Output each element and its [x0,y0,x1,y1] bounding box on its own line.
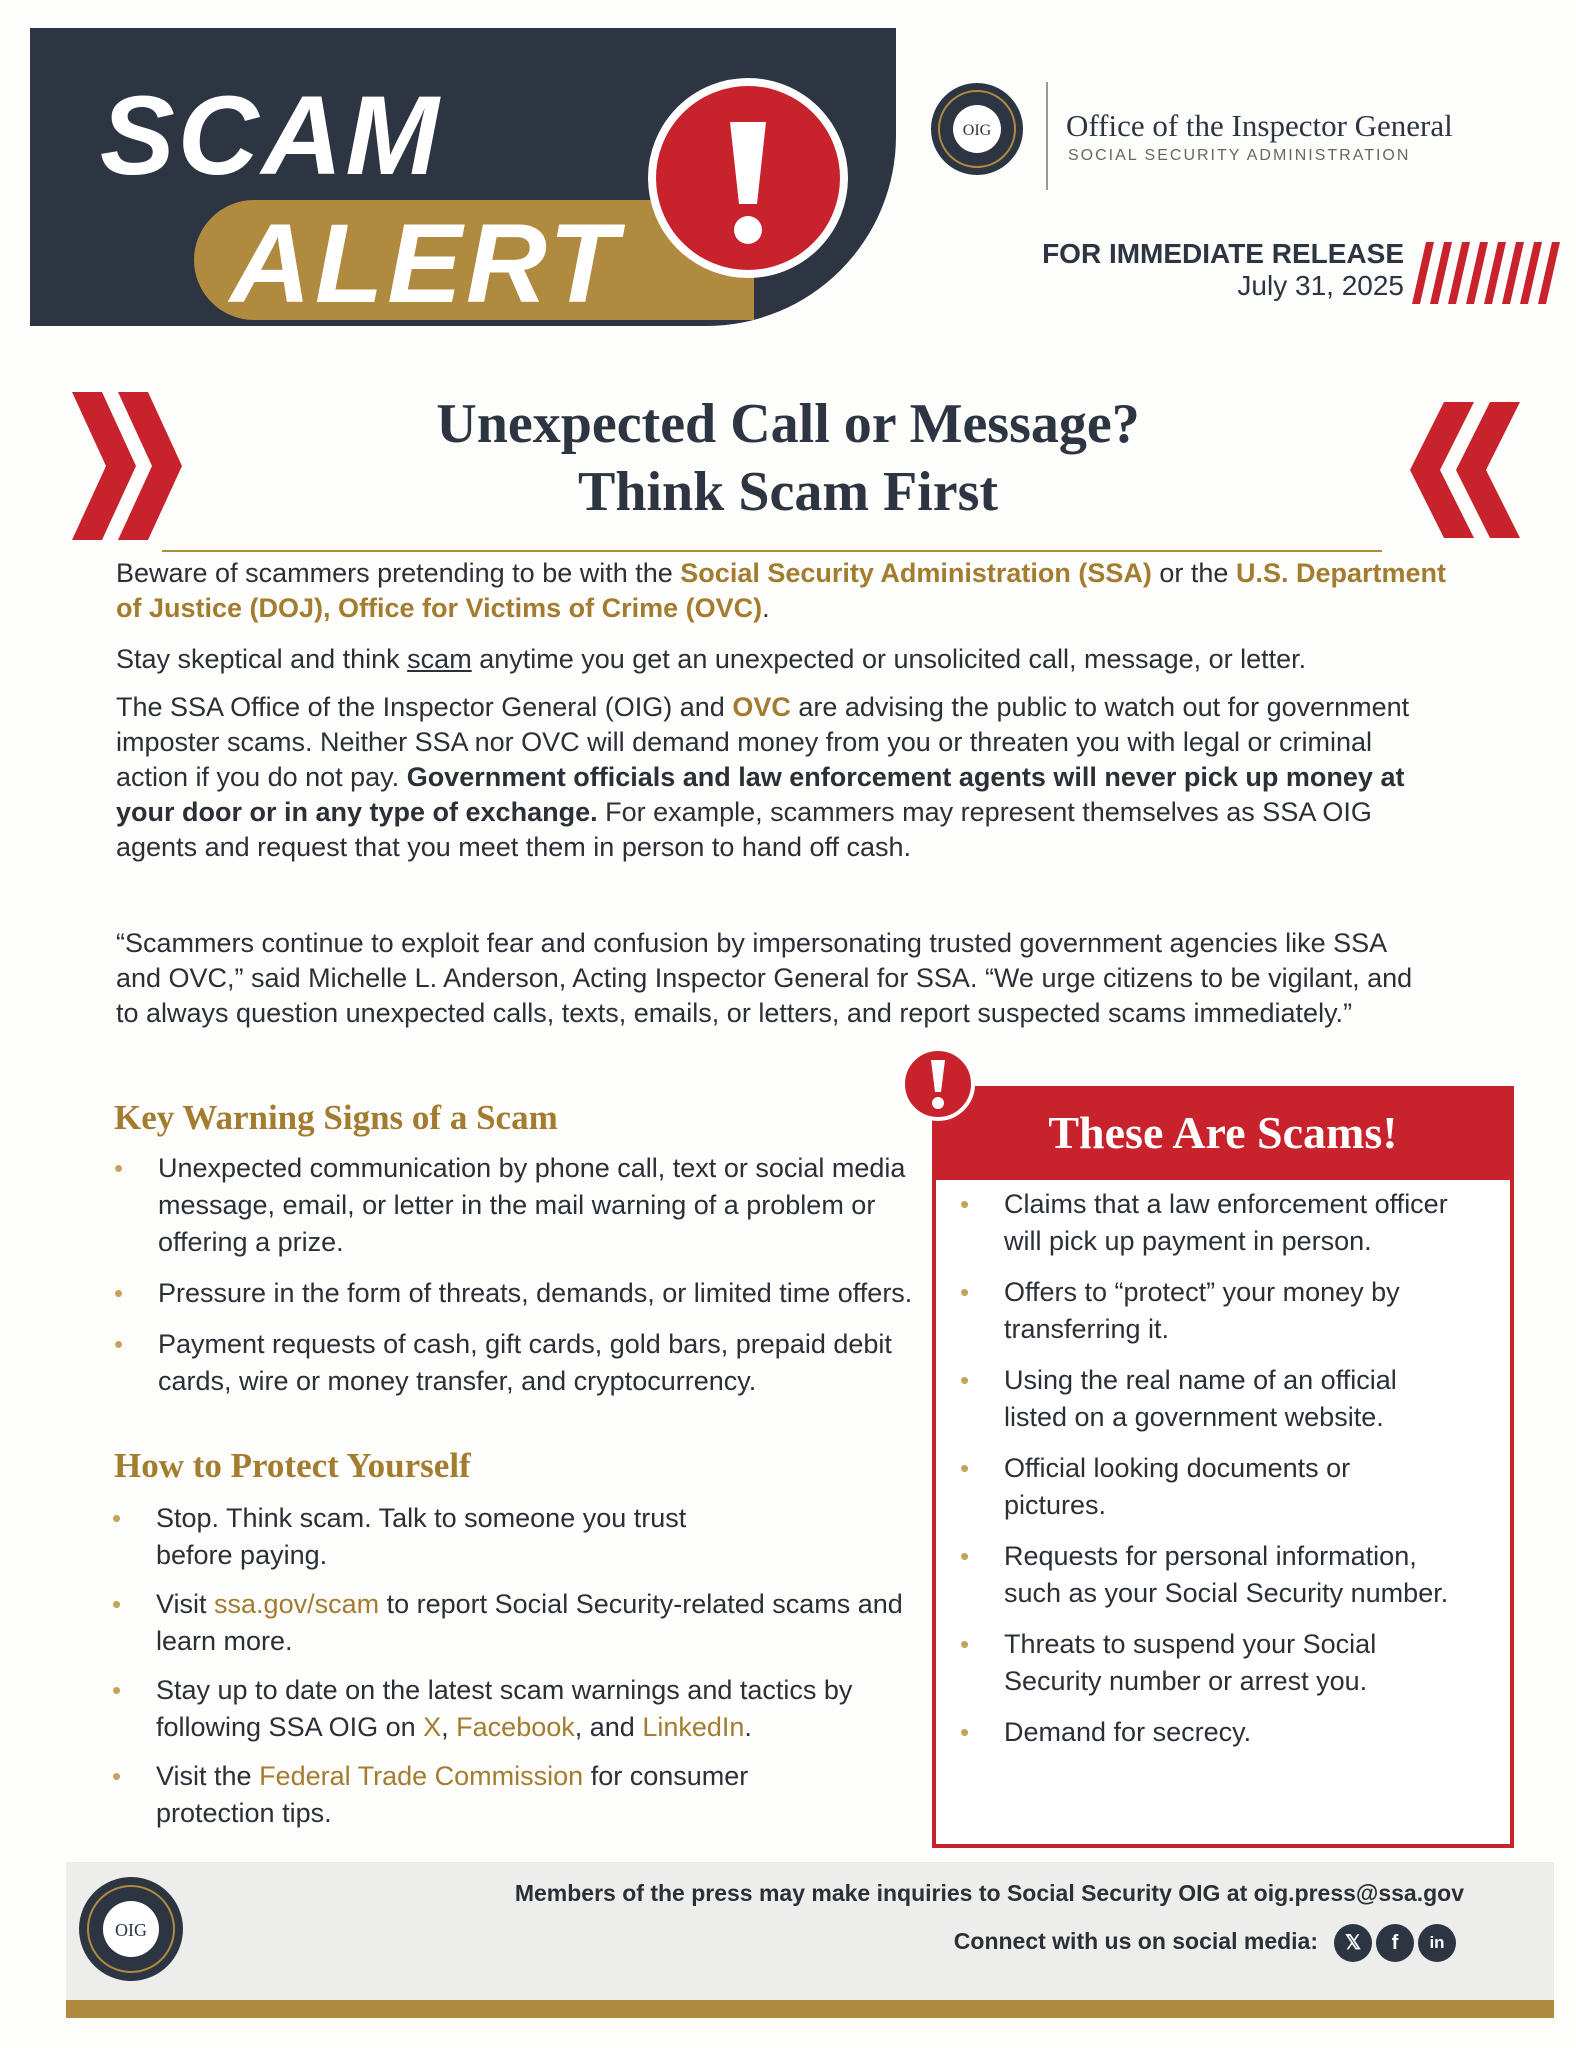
list-item: • Requests for personal information, such as your Social Security number. [960,1538,1460,1612]
exclamation-icon [648,78,848,278]
banner-alert-word: ALERT [230,201,622,326]
page-title-line2: Think Scam First [577,461,999,523]
connect-label: Connect with us on social media: [953,1928,1318,1954]
scams-list [960,1186,1460,1751]
list-item: • Unexpected communication by phone call, text or social media message, email, or letter in the mail warning of a problem or offering a prize. [114,1150,914,1261]
scam-underlined: scam [407,644,472,674]
ovc-highlight: OVC [732,692,791,722]
title-rule [162,550,1382,552]
intro-paragraph-2: Stay skeptical and think scam anytime you get an unexpected or unsolicited call, message, or letter. [116,644,1307,674]
list-item: • Stop. Think scam. Talk to someone you trust before paying. [112,1500,912,1574]
release-label: FOR IMMEDIATE RELEASE [1042,238,1404,269]
alert-icon [900,1046,976,1122]
list-item: • Visit ssa.gov/scam to report Social Security-related scams and learn more. [112,1586,912,1660]
intro-paragraph-1: Beware of scammers pretending to be with the Social Security Administration (SSA) or the U.S. Department of Justice (DOJ), Office for Victims of Crime (OVC). [116,558,1446,623]
ssa-highlight: Social Security Administration (SSA) [680,558,1152,588]
footer-gold-bar [66,2000,1554,2018]
red-stripes-decoration [1410,242,1566,304]
facebook-link[interactable]: Facebook [456,1712,575,1742]
linkedin-icon[interactable]: in [1418,1924,1456,1962]
these-are-scams-box [932,1086,1514,1848]
scams-box-header [936,1090,1510,1180]
protect-list [112,1500,912,1832]
banner-scam-word: SCAM [100,73,442,198]
list-item: • Visit the Federal Trade Commission for consumer protection tips. [112,1758,912,1832]
linkedin-link[interactable]: LinkedIn [642,1712,745,1742]
warning-signs-heading: Key Warning Signs of a Scam [114,1098,558,1137]
list-item: • Threats to suspend your Social Security number or arrest you. [960,1626,1460,1700]
x-icon[interactable]: 𝕏 [1334,1924,1372,1962]
list-item: • Official looking documents or pictures. [960,1450,1460,1524]
list-item: • Payment requests of cash, gift cards, gold bars, prepaid debit cards, wire or money transfer, and cryptocurrency. [114,1326,914,1400]
ftc-link[interactable]: Federal Trade Commission [259,1761,584,1791]
header-divider [1046,82,1048,190]
intro-paragraph-3: The SSA Office of the Inspector General (OIG) and OVC are advising the public to watch out for government imposter scams. Neither SSA nor OVC will demand money from you or threaten you with legal or criminal action if you do not pay. Government officials and law enforcement agents will never pick up money at your door or in any type of exchange. For example, scammers may represent themselves as SSA OIG agents and request that you meet them in person to hand off cash. [116,692,1410,862]
key-statement: Government officials and law enforcement agents will never pick up money at your door or in any type of exchange. [116,762,1405,827]
list-item: • Claims that a law enforcement officer will pick up payment in person. [960,1186,1460,1260]
protect-heading: How to Protect Yourself [114,1446,471,1485]
scams-box-title: These Are Scams! [1048,1107,1398,1158]
x-link[interactable]: X [423,1712,442,1742]
facebook-icon[interactable]: f [1376,1924,1414,1962]
ssa-scam-link[interactable]: ssa.gov/scam [214,1589,380,1619]
oig-title: Office of the Inspector General [1066,108,1453,143]
doj-highlight: U.S. Department of Justice (DOJ), Office for Victims of Crime (OVC) [116,558,1446,623]
oig-seal-icon [78,1876,184,1982]
seal-top-text: OIG [962,122,992,139]
list-item: • Pressure in the form of threats, demands, or limited time offers. [114,1275,914,1312]
list-item: • Offers to “protect” your money by transferring it. [960,1274,1460,1348]
scam-alert-banner [30,28,896,326]
oig-seal-icon [930,82,1024,176]
seal-bottom-text: OIG [115,1920,147,1940]
page-title-line1: Unexpected Call or Message? [436,393,1140,455]
oig-subtitle: SOCIAL SECURITY ADMINISTRATION [1068,147,1411,164]
list-item: • Using the real name of an official listed on a government website. [960,1362,1460,1436]
warning-signs-list [114,1150,914,1400]
press-contact: Members of the press may make inquiries to Social Security OIG at oig.press@ssa.gov [514,1880,1464,1906]
release-date: July 31, 2025 [1237,270,1404,301]
list-item: • Demand for secrecy. [960,1714,1460,1751]
intro-quote: “Scammers continue to exploit fear and confusion by impersonating trusted government agencies like SSA and OVC,” said Michelle L. Anderson, Acting Inspector General for SSA. “We urge citizens to be vigilant, and to always question unexpected calls, texts, emails, or letters, and report suspected scams immediately.” [116,928,1413,1028]
list-item: • Stay up to date on the latest scam warnings and tactics by following SSA OIG on X, Facebook, and LinkedIn. [112,1672,912,1746]
